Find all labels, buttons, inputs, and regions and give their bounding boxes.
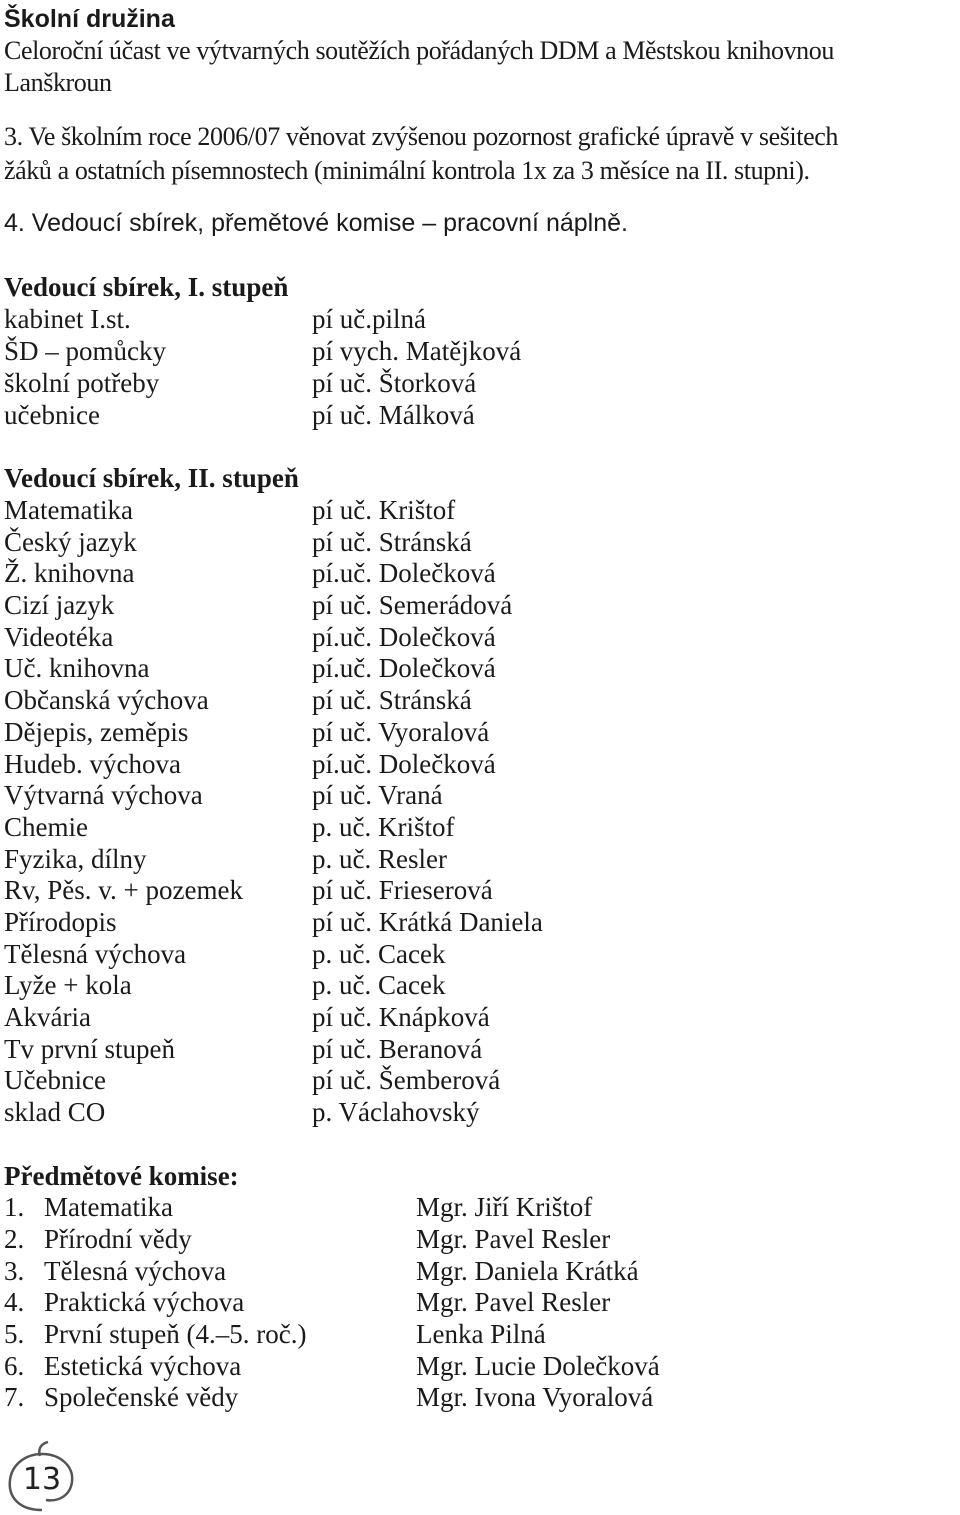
teacher-cell: p. uč. Resler <box>312 844 447 874</box>
subject-cell: Učebnice <box>4 1065 106 1095</box>
stage-2-row <box>4 526 924 558</box>
commission-head: Mgr. Jiří Krištof <box>416 1192 593 1222</box>
subject-cell: Uč. knihovna <box>4 653 150 683</box>
stage-1-row <box>4 303 924 335</box>
stage-2-row <box>4 652 924 684</box>
subject-cell: Hudeb. výchova <box>4 749 181 779</box>
teacher-cell: pí.uč. Dolečková <box>312 558 496 588</box>
subject-cell: Výtvarná výchova <box>4 780 203 810</box>
commission-row <box>4 1286 924 1318</box>
subject-cell: Dějepis, zeměpis <box>4 717 189 747</box>
commission-head: Mgr. Pavel Resler <box>416 1287 611 1317</box>
point-3-line-2: žáků a ostatních písemnostech (minimální kontrola 1x za 3 měsíce na II. stupni). <box>4 156 810 185</box>
teacher-cell: pí uč. Stránská <box>312 685 472 715</box>
teacher-cell: p. uč. Cacek <box>312 939 446 969</box>
stage-2-row <box>4 874 924 906</box>
commission-row <box>4 1191 924 1223</box>
teacher-cell: pí.uč. Dolečková <box>312 749 496 779</box>
teacher-cell: pí uč. Krištof <box>312 495 456 525</box>
stage-2-row <box>4 843 924 875</box>
teacher-cell: p. Václahovský <box>312 1097 480 1127</box>
page-number: 13 <box>22 1462 62 1497</box>
commission-subject: Přírodní vědy <box>44 1224 192 1254</box>
subject-cell: Ž. knihovna <box>4 558 135 588</box>
teacher-cell: pí uč.pilná <box>312 304 426 334</box>
school-club-line-2: Lanškroun <box>4 68 112 97</box>
commission-number: 4. <box>4 1287 25 1317</box>
stage-2-row <box>4 969 924 1001</box>
commission-head: Mgr. Daniela Krátká <box>416 1256 639 1286</box>
stage-2-heading: Vedoucí sbírek, II. stupeň <box>4 463 299 493</box>
stage-2-row <box>4 1096 924 1128</box>
subject-cell: Cizí jazyk <box>4 590 115 620</box>
commission-subject: Estetická výchova <box>44 1351 242 1381</box>
teacher-cell: p. uč. Cacek <box>312 970 446 1000</box>
point-4-heading: 4. Vedoucí sbírek, přemětové komise – pracovní náplně. <box>4 209 628 237</box>
stage-2-row <box>4 557 924 589</box>
stage-1-row <box>4 335 924 367</box>
subject-cell: Videotéka <box>4 622 114 652</box>
commission-subject: Společenské vědy <box>44 1382 239 1412</box>
commission-head: Mgr. Ivona Vyoralová <box>416 1382 654 1412</box>
subject-cell: ŠD – pomůcky <box>4 336 166 366</box>
teacher-cell: pí uč. Frieserová <box>312 875 493 905</box>
teacher-cell: pí vych. Matějková <box>312 336 522 366</box>
stage-2-row <box>4 906 924 938</box>
stage-2-row <box>4 1033 924 1065</box>
subject-cell: školní potřeby <box>4 368 160 398</box>
commission-subject: Matematika <box>44 1192 173 1222</box>
subject-cell: Přírodopis <box>4 907 117 937</box>
commission-row <box>4 1350 924 1382</box>
stage-1-heading: Vedoucí sbírek, I. stupeň <box>4 272 289 302</box>
teacher-cell: pí uč. Krátká Daniela <box>312 907 543 937</box>
commission-number: 7. <box>4 1382 25 1412</box>
subject-cell: Občanská výchova <box>4 685 209 715</box>
stage-2-row <box>4 938 924 970</box>
teacher-cell: pí.uč. Dolečková <box>312 622 496 652</box>
commission-head: Mgr. Pavel Resler <box>416 1224 611 1254</box>
stage-2-row <box>4 494 924 526</box>
subject-cell: Tv první stupeň <box>4 1034 175 1064</box>
commission-head: Mgr. Lucie Dolečková <box>416 1351 660 1381</box>
commission-subject: Praktická výchova <box>44 1287 245 1317</box>
subject-cell: Lyže + kola <box>4 970 132 1000</box>
teacher-cell: pí.uč. Dolečková <box>312 653 496 683</box>
commission-subject: Tělesná výchova <box>44 1256 227 1286</box>
stage-1-row <box>4 399 924 431</box>
commission-number: 5. <box>4 1319 25 1349</box>
commission-row <box>4 1223 924 1255</box>
stage-2-row <box>4 1064 924 1096</box>
teacher-cell: pí uč. Málková <box>312 400 475 430</box>
stage-2-row <box>4 1001 924 1033</box>
stage-2-row <box>4 779 924 811</box>
point-3-line-1: 3. Ve školním roce 2006/07 věnovat zvýšenou pozornost grafické úpravě v sešitech <box>4 122 838 151</box>
commission-row <box>4 1255 924 1287</box>
teacher-cell: pí uč. Beranová <box>312 1034 483 1064</box>
school-club-line-1: Celoroční účast ve výtvarných soutěžích pořádaných DDM a Městskou knihovnou <box>4 36 834 65</box>
commission-subject: První stupeň (4.–5. roč.) <box>44 1319 307 1349</box>
stage-2-row <box>4 589 924 621</box>
teacher-cell: pí uč. Semerádová <box>312 590 513 620</box>
commission-row <box>4 1381 924 1413</box>
subject-cell: Chemie <box>4 812 88 842</box>
subject-cell: sklad CO <box>4 1097 106 1127</box>
subject-cell: kabinet I.st. <box>4 304 131 334</box>
teacher-cell: pí uč. Stránská <box>312 527 472 557</box>
page-number-badge <box>4 1440 80 1512</box>
stage-2-row <box>4 716 924 748</box>
commission-head: Lenka Pilná <box>416 1319 546 1349</box>
commission-number: 1. <box>4 1192 25 1222</box>
subject-cell: Český jazyk <box>4 527 137 557</box>
subject-cell: učebnice <box>4 400 100 430</box>
teacher-cell: pí uč. Vraná <box>312 780 443 810</box>
teacher-cell: p. uč. Krištof <box>312 812 455 842</box>
commission-number: 6. <box>4 1351 25 1381</box>
stage-2-row <box>4 748 924 780</box>
teacher-cell: pí uč. Vyoralová <box>312 717 490 747</box>
teacher-cell: pí uč. Šemberová <box>312 1065 501 1095</box>
subject-cell: Matematika <box>4 495 133 525</box>
commission-number: 3. <box>4 1256 25 1286</box>
subject-cell: Fyzika, dílny <box>4 844 147 874</box>
section-title-school-club: Školní družina <box>4 5 175 33</box>
subject-cell: Rv, Pěs. v. + pozemek <box>4 875 243 905</box>
subject-cell: Tělesná výchova <box>4 939 187 969</box>
teacher-cell: pí uč. Štorková <box>312 368 477 398</box>
stage-2-row <box>4 621 924 653</box>
stage-2-row <box>4 684 924 716</box>
stage-1-row <box>4 367 924 399</box>
commissions-heading: Předmětové komise: <box>4 1161 239 1191</box>
stage-2-row <box>4 811 924 843</box>
subject-cell: Akvária <box>4 1002 91 1032</box>
commission-row <box>4 1318 924 1350</box>
teacher-cell: pí uč. Knápková <box>312 1002 490 1032</box>
commission-number: 2. <box>4 1224 25 1254</box>
